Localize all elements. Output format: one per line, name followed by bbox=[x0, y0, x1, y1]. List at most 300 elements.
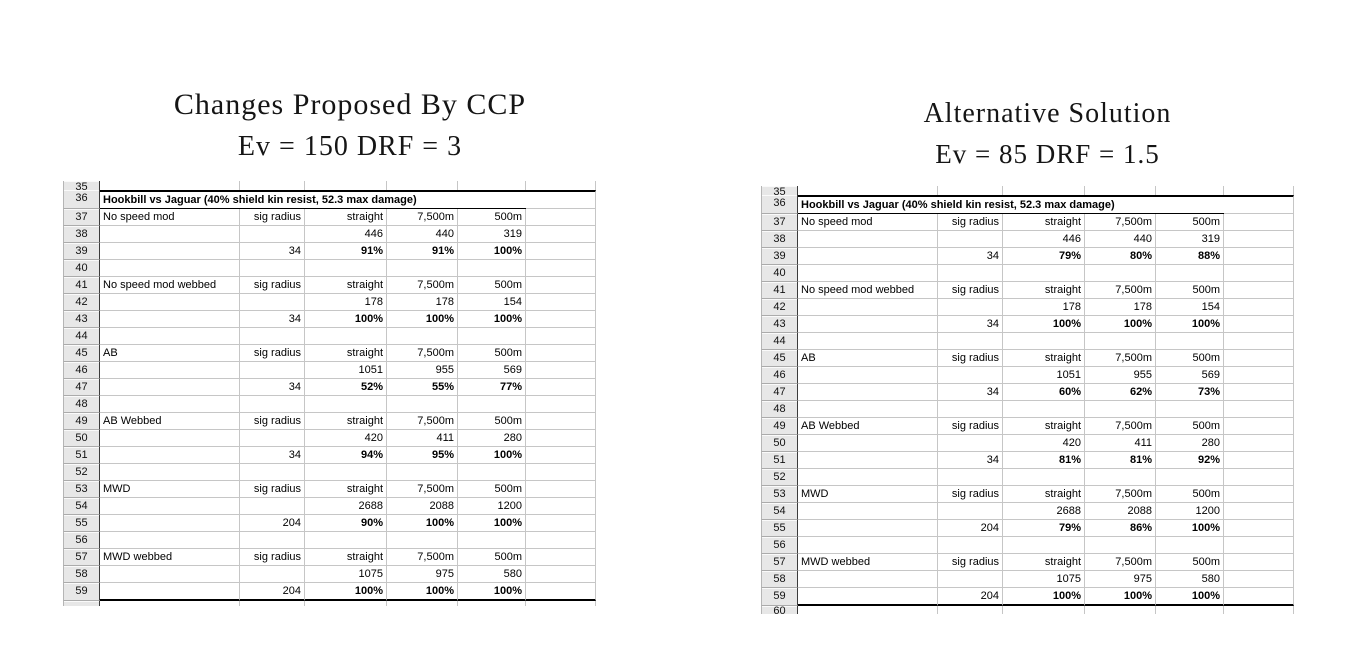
table-row-59 bbox=[63, 583, 596, 601]
cell bbox=[938, 537, 1003, 554]
cell bbox=[526, 481, 596, 498]
cell bbox=[100, 328, 240, 345]
row-number: 45 bbox=[761, 350, 798, 367]
cell bbox=[798, 588, 938, 606]
cell bbox=[100, 532, 240, 549]
cell bbox=[240, 328, 305, 345]
cell: 7,500m bbox=[1085, 214, 1156, 231]
row-number: 46 bbox=[761, 367, 798, 384]
cell bbox=[938, 503, 1003, 520]
row-number: 39 bbox=[63, 243, 100, 260]
cell: 34 bbox=[240, 379, 305, 396]
cell bbox=[798, 186, 938, 195]
row-number: 47 bbox=[761, 384, 798, 401]
cell: sig radius bbox=[240, 277, 305, 294]
table-row-43 bbox=[63, 311, 596, 328]
cell: 569 bbox=[1156, 367, 1224, 384]
cell: 91% bbox=[305, 243, 387, 260]
cell: 91% bbox=[387, 243, 458, 260]
row-number: 39 bbox=[761, 248, 798, 265]
cell bbox=[798, 571, 938, 588]
cell bbox=[938, 606, 1003, 614]
cell: 420 bbox=[1003, 435, 1085, 452]
cell: 100% bbox=[1156, 588, 1224, 606]
cell bbox=[387, 181, 458, 190]
cell: sig radius bbox=[240, 481, 305, 498]
cell bbox=[305, 464, 387, 481]
row-number: 40 bbox=[761, 265, 798, 282]
cell bbox=[798, 503, 938, 520]
cell bbox=[938, 401, 1003, 418]
cell bbox=[1156, 265, 1224, 282]
cell bbox=[526, 532, 596, 549]
row-number: 51 bbox=[761, 452, 798, 469]
cell bbox=[240, 601, 305, 606]
cell bbox=[798, 435, 938, 452]
cell: 100% bbox=[1085, 588, 1156, 606]
cell: 100% bbox=[387, 515, 458, 532]
cell: 100% bbox=[1156, 520, 1224, 537]
row-number: 52 bbox=[63, 464, 100, 481]
cell bbox=[100, 379, 240, 396]
cell bbox=[240, 181, 305, 190]
cell bbox=[798, 452, 938, 469]
cell bbox=[1224, 588, 1294, 606]
cell bbox=[526, 566, 596, 583]
cell: 7,500m bbox=[1085, 486, 1156, 503]
cell bbox=[1003, 186, 1085, 195]
cell: sig radius bbox=[938, 554, 1003, 571]
cell: 7,500m bbox=[1085, 282, 1156, 299]
cell: 500m bbox=[1156, 418, 1224, 435]
section-title-cell: Hookbill vs Jaguar (40% shield kin resist, 52.3 max damage) bbox=[100, 190, 526, 209]
cell bbox=[305, 396, 387, 413]
cell bbox=[526, 294, 596, 311]
table-row-47 bbox=[63, 379, 596, 396]
row-number: 52 bbox=[761, 469, 798, 486]
cell: 1075 bbox=[305, 566, 387, 583]
cell bbox=[1003, 333, 1085, 350]
row-number: 46 bbox=[63, 362, 100, 379]
cell: 500m bbox=[458, 277, 526, 294]
cell bbox=[938, 299, 1003, 316]
cell bbox=[1224, 520, 1294, 537]
cell: 500m bbox=[1156, 282, 1224, 299]
cell: sig radius bbox=[240, 345, 305, 362]
cell: sig radius bbox=[938, 214, 1003, 231]
cell bbox=[1224, 469, 1294, 486]
table-row-48 bbox=[761, 401, 1294, 418]
cell bbox=[526, 181, 596, 190]
cell: 79% bbox=[1003, 248, 1085, 265]
cell bbox=[1224, 486, 1294, 503]
cell: 34 bbox=[938, 384, 1003, 401]
cell: 100% bbox=[1085, 316, 1156, 333]
cell bbox=[1156, 469, 1224, 486]
cell bbox=[938, 231, 1003, 248]
left-panel-title-line2: Ev = 150 DRF = 3 bbox=[237, 131, 463, 162]
row-number: 37 bbox=[761, 214, 798, 231]
cell: 88% bbox=[1156, 248, 1224, 265]
cell bbox=[305, 181, 387, 190]
cell: MWD bbox=[798, 486, 938, 503]
cell: 204 bbox=[240, 583, 305, 601]
cell: 500m bbox=[458, 209, 526, 226]
cell: 7,500m bbox=[387, 549, 458, 566]
cell bbox=[1085, 333, 1156, 350]
row-number: 40 bbox=[63, 260, 100, 277]
cell: 92% bbox=[1156, 452, 1224, 469]
row-number: 57 bbox=[63, 549, 100, 566]
spreadsheet-right bbox=[761, 186, 1294, 614]
table-row-49 bbox=[63, 413, 596, 430]
row-number: 48 bbox=[63, 396, 100, 413]
table-row-54 bbox=[761, 503, 1294, 520]
cell: straight bbox=[305, 277, 387, 294]
row-number: 50 bbox=[63, 430, 100, 447]
cell bbox=[1224, 571, 1294, 588]
row-number: 43 bbox=[761, 316, 798, 333]
cell bbox=[100, 294, 240, 311]
cell bbox=[1224, 503, 1294, 520]
row-number: 58 bbox=[63, 566, 100, 583]
table-row-53 bbox=[761, 486, 1294, 503]
spreadsheet-left bbox=[63, 181, 596, 606]
row-number bbox=[761, 606, 798, 614]
cell: AB Webbed bbox=[798, 418, 938, 435]
cell: 955 bbox=[387, 362, 458, 379]
cell bbox=[526, 277, 596, 294]
cell bbox=[100, 498, 240, 515]
cell: 178 bbox=[1003, 299, 1085, 316]
cell: straight bbox=[1003, 214, 1085, 231]
cell bbox=[526, 583, 596, 601]
cell: straight bbox=[305, 549, 387, 566]
cell: 95% bbox=[387, 447, 458, 464]
cell: 319 bbox=[458, 226, 526, 243]
cell: 500m bbox=[1156, 486, 1224, 503]
cell bbox=[100, 583, 240, 601]
cell: 2088 bbox=[1085, 503, 1156, 520]
right-panel-title-line1: Alternative Solution bbox=[923, 98, 1172, 129]
cell: 446 bbox=[1003, 231, 1085, 248]
cell bbox=[1156, 401, 1224, 418]
table-row-53 bbox=[63, 481, 596, 498]
cell: 411 bbox=[387, 430, 458, 447]
cell: 86% bbox=[1085, 520, 1156, 537]
cell: 7,500m bbox=[1085, 418, 1156, 435]
table-row-50 bbox=[63, 430, 596, 447]
cell: 90% bbox=[305, 515, 387, 532]
cell: 2088 bbox=[387, 498, 458, 515]
cell: 100% bbox=[305, 311, 387, 328]
cell: 580 bbox=[1156, 571, 1224, 588]
cell: 7,500m bbox=[387, 277, 458, 294]
table-row-43 bbox=[761, 316, 1294, 333]
cell bbox=[305, 260, 387, 277]
cell bbox=[526, 379, 596, 396]
cell bbox=[1085, 469, 1156, 486]
cell bbox=[458, 260, 526, 277]
cell: 500m bbox=[1156, 554, 1224, 571]
cell bbox=[798, 265, 938, 282]
cell bbox=[526, 311, 596, 328]
cell bbox=[798, 537, 938, 554]
cell: 500m bbox=[458, 481, 526, 498]
cell bbox=[1224, 248, 1294, 265]
cell bbox=[100, 430, 240, 447]
cell: 100% bbox=[387, 583, 458, 601]
cell bbox=[938, 367, 1003, 384]
table-row-42 bbox=[63, 294, 596, 311]
cell bbox=[1224, 350, 1294, 367]
table-row-36 bbox=[761, 195, 1294, 214]
section-title-cell: Hookbill vs Jaguar (40% shield kin resist, 52.3 max damage) bbox=[798, 195, 1224, 214]
table-row-36 bbox=[63, 190, 596, 209]
cell: straight bbox=[1003, 486, 1085, 503]
cell bbox=[1224, 316, 1294, 333]
cell bbox=[1156, 537, 1224, 554]
cell: 1051 bbox=[1003, 367, 1085, 384]
cell bbox=[798, 384, 938, 401]
table-row-40 bbox=[63, 260, 596, 277]
cell: 2688 bbox=[305, 498, 387, 515]
table-row-58 bbox=[63, 566, 596, 583]
cell: 100% bbox=[458, 447, 526, 464]
table-row-38 bbox=[63, 226, 596, 243]
row-number-label: 35 bbox=[773, 186, 786, 195]
row-number: 55 bbox=[761, 520, 798, 537]
row-number: 53 bbox=[761, 486, 798, 503]
cell: 34 bbox=[240, 243, 305, 260]
cell bbox=[798, 606, 938, 614]
cell bbox=[458, 328, 526, 345]
cell: 100% bbox=[458, 515, 526, 532]
cell: 100% bbox=[1156, 316, 1224, 333]
cell bbox=[100, 226, 240, 243]
cell: 204 bbox=[938, 520, 1003, 537]
cell: 100% bbox=[458, 583, 526, 601]
cell bbox=[1156, 606, 1224, 614]
cell bbox=[240, 566, 305, 583]
table-row-46 bbox=[63, 362, 596, 379]
cell bbox=[458, 396, 526, 413]
cell: 55% bbox=[387, 379, 458, 396]
cell: 62% bbox=[1085, 384, 1156, 401]
row-number: 42 bbox=[63, 294, 100, 311]
cell bbox=[798, 401, 938, 418]
table-row-55 bbox=[761, 520, 1294, 537]
cell: 446 bbox=[305, 226, 387, 243]
table-row-51 bbox=[761, 452, 1294, 469]
cell: 34 bbox=[240, 311, 305, 328]
cell bbox=[1224, 333, 1294, 350]
row-number: 56 bbox=[761, 537, 798, 554]
table-row-57 bbox=[63, 549, 596, 566]
cell bbox=[938, 333, 1003, 350]
cell bbox=[526, 243, 596, 260]
cell: 100% bbox=[1003, 588, 1085, 606]
left-panel-title-line1: Changes Proposed By CCP bbox=[173, 88, 527, 121]
cell: 94% bbox=[305, 447, 387, 464]
table-row-44 bbox=[761, 333, 1294, 350]
cell: 204 bbox=[938, 588, 1003, 606]
cell: AB Webbed bbox=[100, 413, 240, 430]
cell: MWD bbox=[100, 481, 240, 498]
cell bbox=[387, 396, 458, 413]
cell: 440 bbox=[387, 226, 458, 243]
cell: straight bbox=[305, 345, 387, 362]
table-row-57 bbox=[761, 554, 1294, 571]
cell: 280 bbox=[458, 430, 526, 447]
cell: 79% bbox=[1003, 520, 1085, 537]
cell bbox=[526, 498, 596, 515]
cell: AB bbox=[100, 345, 240, 362]
cell bbox=[798, 367, 938, 384]
cell: 178 bbox=[305, 294, 387, 311]
table-row-54 bbox=[63, 498, 596, 515]
cell bbox=[387, 464, 458, 481]
row-number-label: 35 bbox=[75, 181, 88, 190]
cell: straight bbox=[305, 413, 387, 430]
table-row-49 bbox=[761, 418, 1294, 435]
cell bbox=[526, 413, 596, 430]
cell bbox=[1156, 333, 1224, 350]
cell bbox=[1003, 401, 1085, 418]
table-row-41 bbox=[761, 282, 1294, 299]
cell bbox=[240, 294, 305, 311]
cell bbox=[305, 532, 387, 549]
table-row-51 bbox=[63, 447, 596, 464]
cell: 34 bbox=[938, 316, 1003, 333]
cell: 7,500m bbox=[1085, 350, 1156, 367]
cell bbox=[938, 435, 1003, 452]
cell: 580 bbox=[458, 566, 526, 583]
cell: 34 bbox=[240, 447, 305, 464]
cell bbox=[1224, 214, 1294, 231]
cell: straight bbox=[305, 481, 387, 498]
table-row-45 bbox=[761, 350, 1294, 367]
cell bbox=[798, 316, 938, 333]
cell: 411 bbox=[1085, 435, 1156, 452]
cell bbox=[1085, 265, 1156, 282]
cell bbox=[526, 515, 596, 532]
table-row-47 bbox=[761, 384, 1294, 401]
row-number: 43 bbox=[63, 311, 100, 328]
cell bbox=[458, 464, 526, 481]
cell bbox=[1224, 186, 1294, 195]
cell: 154 bbox=[1156, 299, 1224, 316]
partial-table-row bbox=[63, 601, 596, 606]
cell bbox=[526, 260, 596, 277]
cell: 7,500m bbox=[387, 413, 458, 430]
row-number: 55 bbox=[63, 515, 100, 532]
table-row-52 bbox=[761, 469, 1294, 486]
cell: 1051 bbox=[305, 362, 387, 379]
cell bbox=[387, 328, 458, 345]
cell bbox=[1003, 606, 1085, 614]
row-number: 57 bbox=[761, 554, 798, 571]
cell: No speed mod bbox=[798, 214, 938, 231]
cell bbox=[458, 601, 526, 606]
cell bbox=[526, 190, 596, 209]
cell: straight bbox=[1003, 350, 1085, 367]
cell: 80% bbox=[1085, 248, 1156, 265]
cell bbox=[1003, 469, 1085, 486]
table-row-50 bbox=[761, 435, 1294, 452]
cell: 77% bbox=[458, 379, 526, 396]
cell bbox=[240, 362, 305, 379]
cell: No speed mod bbox=[100, 209, 240, 226]
table-row-44 bbox=[63, 328, 596, 345]
cell bbox=[526, 601, 596, 606]
row-number: 49 bbox=[63, 413, 100, 430]
left-panel-title bbox=[80, 88, 620, 163]
cell bbox=[1224, 452, 1294, 469]
table-row-55 bbox=[63, 515, 596, 532]
cell: 100% bbox=[305, 583, 387, 601]
cell bbox=[1003, 265, 1085, 282]
cell: 500m bbox=[1156, 214, 1224, 231]
cell bbox=[938, 186, 1003, 195]
row-number: 41 bbox=[63, 277, 100, 294]
right-panel-title bbox=[780, 98, 1315, 170]
table-row-48 bbox=[63, 396, 596, 413]
cell bbox=[100, 515, 240, 532]
row-number: 48 bbox=[761, 401, 798, 418]
row-number bbox=[761, 186, 798, 195]
table-row-37 bbox=[761, 214, 1294, 231]
cell bbox=[240, 396, 305, 413]
cell bbox=[305, 328, 387, 345]
row-number bbox=[63, 601, 100, 606]
row-number: 44 bbox=[761, 333, 798, 350]
cell: 100% bbox=[458, 243, 526, 260]
cell: AB bbox=[798, 350, 938, 367]
cell bbox=[100, 566, 240, 583]
cell bbox=[526, 396, 596, 413]
cell bbox=[1156, 186, 1224, 195]
cell bbox=[526, 209, 596, 226]
cell: 319 bbox=[1156, 231, 1224, 248]
cell: 955 bbox=[1085, 367, 1156, 384]
cell: 500m bbox=[458, 549, 526, 566]
cell: 500m bbox=[458, 413, 526, 430]
cell bbox=[798, 469, 938, 486]
cell: 100% bbox=[458, 311, 526, 328]
partial-table-row bbox=[63, 181, 596, 190]
cell bbox=[100, 260, 240, 277]
cell: 7,500m bbox=[387, 209, 458, 226]
row-number-label: 60 bbox=[773, 606, 786, 614]
cell: 178 bbox=[387, 294, 458, 311]
cell bbox=[526, 226, 596, 243]
row-number: 36 bbox=[63, 190, 100, 209]
row-number bbox=[63, 181, 100, 190]
table-row-42 bbox=[761, 299, 1294, 316]
table-row-39 bbox=[63, 243, 596, 260]
cell: MWD webbed bbox=[100, 549, 240, 566]
row-number: 42 bbox=[761, 299, 798, 316]
cell: 81% bbox=[1003, 452, 1085, 469]
cell bbox=[1224, 401, 1294, 418]
cell: 34 bbox=[938, 452, 1003, 469]
cell bbox=[526, 345, 596, 362]
cell bbox=[798, 231, 938, 248]
cell: 440 bbox=[1085, 231, 1156, 248]
cell bbox=[938, 571, 1003, 588]
table-row-41 bbox=[63, 277, 596, 294]
